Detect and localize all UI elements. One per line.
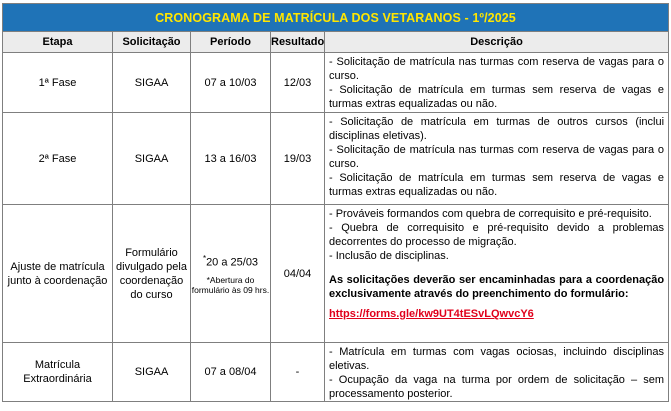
descricao-cell [325,205,669,343]
table-title: CRONOGRAMA DE MATRÍCULA DOS VETARANOS - 1º/2025 [3,4,669,32]
resultado-cell: - [271,343,325,402]
resultado-cell: 04/04 [271,205,325,343]
periodo-note: *Abertura do formulário às 09 hrs. [191,275,270,296]
descricao-item: - Inclusão de disciplinas. [329,250,449,262]
descricao-item: - Ocupação da vaga na turma por ordem de solicitação – sem processamento posterior. [329,374,665,400]
descricao-cell [325,53,669,113]
periodo-cell [191,205,271,343]
descricao-item: - Solicitação de matrícula nas turmas com reserva de vagas para o curso. [329,144,665,170]
periodo-value: 20 a 25/03 [206,256,259,269]
descricao-item: - Matrícula em turmas com vagas ociosas, incluindo disciplinas eletivas. [329,346,665,372]
schedule-document [2,3,668,402]
solicitacao-cell: SIGAA [113,53,191,113]
header-etapa: Etapa [3,32,113,53]
etapa-cell: 2ª Fase [3,113,113,205]
solicitacao-cell: SIGAA [113,113,191,205]
header-descricao: Descrição [325,32,669,53]
resultado-cell: 19/03 [271,113,325,205]
descricao-cell [325,343,669,402]
periodo-cell: 07 a 10/03 [191,53,271,113]
table-row [3,113,669,205]
table-row [3,205,669,343]
header-solicitacao: Solicitação [113,32,191,53]
descricao-cell [325,113,669,205]
descricao-item: - Solicitação de matrícula em turmas de outros cursos (inclui disciplinas eletivas). [329,116,665,142]
header-periodo: Período [191,32,271,53]
periodo-footnote-mark: * [202,253,207,263]
etapa-cell: Matrícula Extraordinária [3,343,113,402]
descricao-item: - Quebra de correquisito e pré-requisito devido a problemas decorrentes do processo de migração. [329,222,665,248]
header-resultado: Resultado [271,32,325,53]
descricao-item: - Solicitação de matrícula em turmas sem reserva de vagas e turmas extras equalizadas ou não. [329,172,665,198]
table-row [3,53,669,113]
periodo-cell: 07 a 08/04 [191,343,271,402]
descricao-item: - Solicitação de matrícula nas turmas com reserva de vagas para o curso. [329,56,665,82]
notice-text: As solicitações deverão ser encaminhadas para a coordenação exclusivamente através do preenchimento do formulário: [329,274,665,300]
solicitacao-cell: Formulário divulgado pela coordenação do curso [113,205,191,343]
solicitacao-cell: SIGAA [113,343,191,402]
periodo-cell: 13 a 16/03 [191,113,271,205]
etapa-cell: 1ª Fase [3,53,113,113]
schedule-table [2,3,669,402]
descricao-item: - Solicitação de matrícula em turmas sem reserva de vagas e turmas extras equalizadas ou não. [329,84,665,110]
descricao-item: - Prováveis formandos com quebra de correquisito e pré-requisito. [329,208,652,220]
table-row [3,343,669,402]
header-row [3,32,669,53]
resultado-cell: 12/03 [271,53,325,113]
etapa-cell: Ajuste de matrícula junto à coordenação [3,205,113,343]
form-link[interactable]: https://forms.gle/kw9UT4tESvLQwvcY6 [329,308,534,320]
